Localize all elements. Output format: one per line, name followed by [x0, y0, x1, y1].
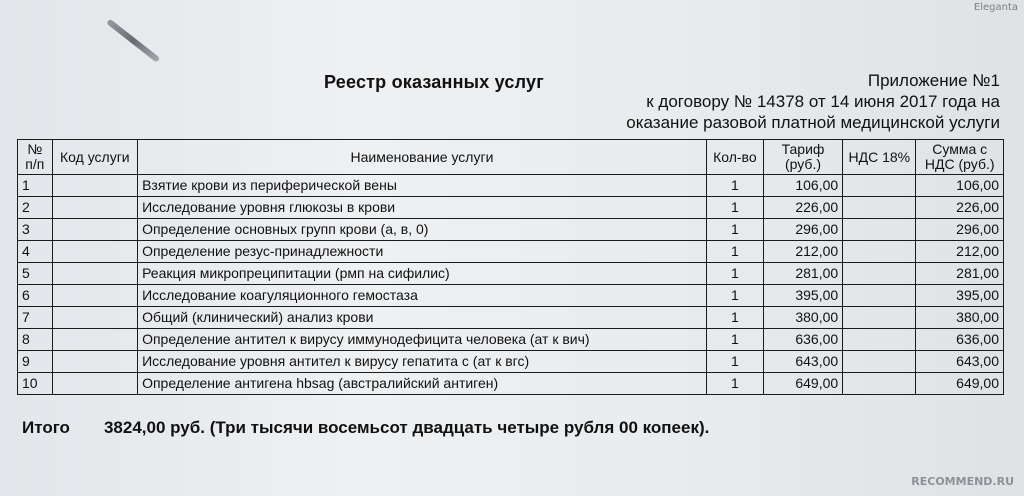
row-tariff: 212,00	[763, 241, 842, 263]
row-sum: 281,00	[916, 263, 1004, 285]
row-sum: 643,00	[916, 351, 1004, 373]
row-service-name: Определение антигена hbsag (австралийский антиген)	[138, 373, 707, 395]
row-service-name: Исследование уровня глюкозы в крови	[138, 197, 707, 219]
row-tariff: 395,00	[763, 285, 842, 307]
row-qty: 1	[706, 329, 763, 351]
row-tariff: 106,00	[763, 175, 842, 197]
row-tariff: 380,00	[763, 307, 842, 329]
row-code	[52, 329, 137, 351]
row-qty: 1	[706, 307, 763, 329]
row-qty: 1	[706, 175, 763, 197]
row-num: 8	[18, 329, 53, 351]
row-vat	[843, 373, 916, 395]
row-tariff: 643,00	[763, 351, 842, 373]
row-num: 7	[18, 307, 53, 329]
watermark-top: Eleganta	[973, 2, 1018, 13]
row-code	[52, 373, 137, 395]
row-vat	[843, 263, 916, 285]
header-sum: Сумма с НДС (руб.)	[916, 140, 1004, 175]
table-row	[18, 351, 1004, 373]
row-service-name: Определение основных групп крови (а, в, 0)	[138, 219, 707, 241]
row-qty: 1	[706, 285, 763, 307]
row-vat	[843, 329, 916, 351]
table-row	[18, 329, 1004, 351]
header-name: Наименование услуги	[138, 140, 707, 175]
table-header-row	[18, 140, 1004, 175]
row-service-name: Взятие крови из периферической вены	[138, 175, 707, 197]
row-num: 9	[18, 351, 53, 373]
header-tariff: Тариф (руб.)	[763, 140, 842, 175]
row-qty: 1	[706, 263, 763, 285]
header-qty: Кол-во	[706, 140, 763, 175]
row-vat	[843, 197, 916, 219]
row-num: 4	[18, 241, 53, 263]
row-code	[52, 263, 137, 285]
table-row	[18, 285, 1004, 307]
row-code	[52, 175, 137, 197]
row-service-name: Реакция микропреципитации (рмп на сифилис)	[138, 263, 707, 285]
table-row	[18, 307, 1004, 329]
row-vat	[843, 307, 916, 329]
row-qty: 1	[706, 219, 763, 241]
header-code: Код услуги	[52, 140, 137, 175]
watermark-bottom: RECOMMEND.RU	[911, 475, 1014, 488]
appendix-line-3: оказание разовой платной медицинской услуги	[626, 113, 1000, 132]
row-sum: 212,00	[916, 241, 1004, 263]
row-tariff: 296,00	[763, 219, 842, 241]
row-tariff: 226,00	[763, 197, 842, 219]
row-service-name: Определение антител к вирусу иммунодефицита человека (ат к вич)	[138, 329, 707, 351]
row-num: 10	[18, 373, 53, 395]
appendix-line-2: к договору № 14378 от 14 июня 2017 года на	[646, 92, 1000, 111]
row-sum: 296,00	[916, 219, 1004, 241]
row-tariff: 281,00	[763, 263, 842, 285]
row-code	[52, 351, 137, 373]
row-num: 5	[18, 263, 53, 285]
row-qty: 1	[706, 197, 763, 219]
row-tariff: 649,00	[763, 373, 842, 395]
row-code	[52, 197, 137, 219]
row-service-name: Исследование уровня антител к вирусу гепатита с (ат к вгс)	[138, 351, 707, 373]
table-row	[18, 175, 1004, 197]
row-vat	[843, 285, 916, 307]
table-row	[18, 263, 1004, 285]
row-code	[52, 241, 137, 263]
header-num: № п/п	[18, 140, 53, 175]
row-sum: 226,00	[916, 197, 1004, 219]
table-row	[18, 197, 1004, 219]
table-row	[18, 373, 1004, 395]
appendix-line-1: Приложение №1	[867, 71, 1000, 90]
table-row	[18, 219, 1004, 241]
row-service-name: Общий (клинический) анализ крови	[138, 307, 707, 329]
row-qty: 1	[706, 241, 763, 263]
row-sum: 106,00	[916, 175, 1004, 197]
row-num: 6	[18, 285, 53, 307]
row-code	[52, 219, 137, 241]
row-sum: 636,00	[916, 329, 1004, 351]
row-code	[52, 307, 137, 329]
total-line	[22, 418, 709, 438]
row-num: 1	[18, 175, 53, 197]
pencil-mark	[106, 19, 160, 63]
services-table	[17, 139, 1004, 395]
table-row	[18, 241, 1004, 263]
row-qty: 1	[706, 373, 763, 395]
row-service-name: Определение резус-принадлежности	[138, 241, 707, 263]
appendix-block	[626, 70, 1000, 133]
row-sum: 649,00	[916, 373, 1004, 395]
row-vat	[843, 241, 916, 263]
row-num: 3	[18, 219, 53, 241]
row-tariff: 636,00	[763, 329, 842, 351]
row-sum: 395,00	[916, 285, 1004, 307]
row-qty: 1	[706, 351, 763, 373]
document-title: Реестр оказанных услуг	[324, 72, 544, 92]
row-num: 2	[18, 197, 53, 219]
header-vat: НДС 18%	[843, 140, 916, 175]
total-amount: 3824,00 руб. (Три тысячи восемьсот двадцать четыре рубля 00 копеек).	[103, 418, 710, 437]
total-label: Итого	[22, 418, 70, 437]
row-sum: 380,00	[916, 307, 1004, 329]
row-vat	[843, 351, 916, 373]
row-vat	[843, 219, 916, 241]
row-vat	[843, 175, 916, 197]
row-service-name: Исследование коагуляционного гемостаза	[138, 285, 707, 307]
row-code	[52, 285, 137, 307]
